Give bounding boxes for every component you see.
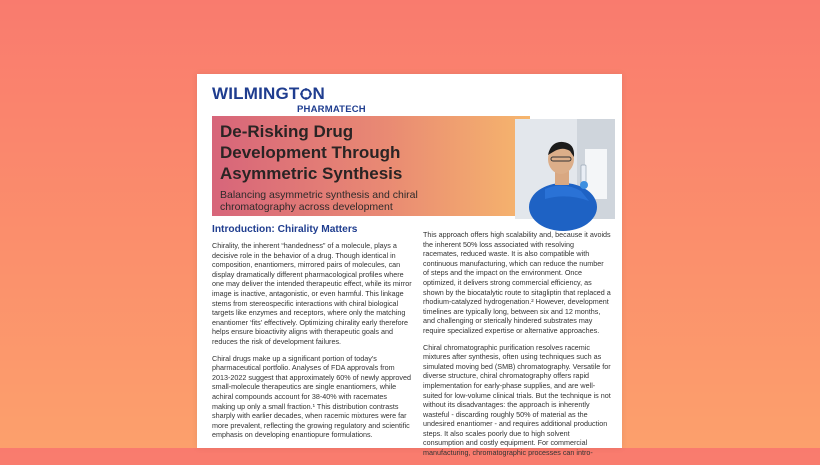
left-column (212, 224, 412, 447)
paragraph: Chiral chromatographic purification resolves racemic mixtures after synthesis, often using techniques such as simulated moving bed (SMB) chromatography. Versatile for diverse structure, chiral chromatography offers rapid implementation for early-phase supplies, and are well-suited for low-volume clinical trials. But the technique is not without its disadvantages: the approach is inherently wasteful - discarding roughly 50% of material as the undesired enantiomer - and requires additional production steps. It also scales poorly due to high solvent consumption and costly equipment. For commercial manufacturing, chromatographic processes can intro- (423, 342, 611, 458)
logo-target-icon (300, 88, 312, 100)
logo-wordmark (212, 85, 325, 102)
document-title: De-Risking Drug Development Through Asymmetric Synthesis (220, 122, 403, 183)
document-page (197, 74, 622, 458)
paragraph: Chirality, the inherent “handedness” of a molecule, plays a decisive role in the behavior of a drug. Though identical in composition, enantiomers, mirrored pairs of molecules, can display dramatically different pharmacological profiles where one may deliver the intended therapeutic effect, while its mirror image is inactive, antagonistic, or even harmful. This linkage stems from stereospecific interactions with chiral biological targets like enzymes and receptors, where only the matching enantiomer ‘fits’ effectively. Optimizing chirality early therefore helps ensure bioactivity aligns with therapeutic goals and reduces the risk of development failures. (212, 241, 412, 346)
company-logo (212, 84, 366, 115)
section-heading: Introduction: Chirality Matters (212, 224, 358, 235)
scientist-photo (515, 119, 615, 219)
logo-wordmark-start: WILMINGT (212, 84, 300, 103)
logo-wordmark-end: N (312, 84, 326, 103)
paragraph: Chiral drugs make up a significant portion of today’s pharmaceutical portfolio. Analyses of FDA approvals from 2013-2022 suggest that approximately 60% of newly approved small-molecule therapeutics are single enantiomers, while achiral compounds account for 38-40% with racemates making up only a small fraction.¹ This distribution contrasts sharply with earlier decades, when racemic mixtures were far more prevalent, reflecting the growing regulatory and scientific emphasis on developing enantiopure formulations. (212, 353, 411, 440)
paragraph: This approach offers high scalability and, because it avoids the inherent 50% loss associated with resolving racemates, reduced waste. It is also compatible with continuous manufacturing, which can reduce the number of steps and the impact on the environment. Once optimized, it delivers strong commercial efficiency, as shown by the biocatalytic route to sitagliptin that replaced a rhodium-catalyzed hydrogenation.² However, development timelines are typically long, between six and 12 months, and challenging or sterically hindered substrates may require specialized expertise or alternative approaches. (423, 230, 611, 335)
logo-subtitle: PHARMATECH (297, 104, 366, 115)
right-column (423, 230, 611, 465)
title-banner (212, 116, 530, 216)
document-subtitle: Balancing asymmetric synthesis and chiral chromatography across development (220, 189, 418, 213)
